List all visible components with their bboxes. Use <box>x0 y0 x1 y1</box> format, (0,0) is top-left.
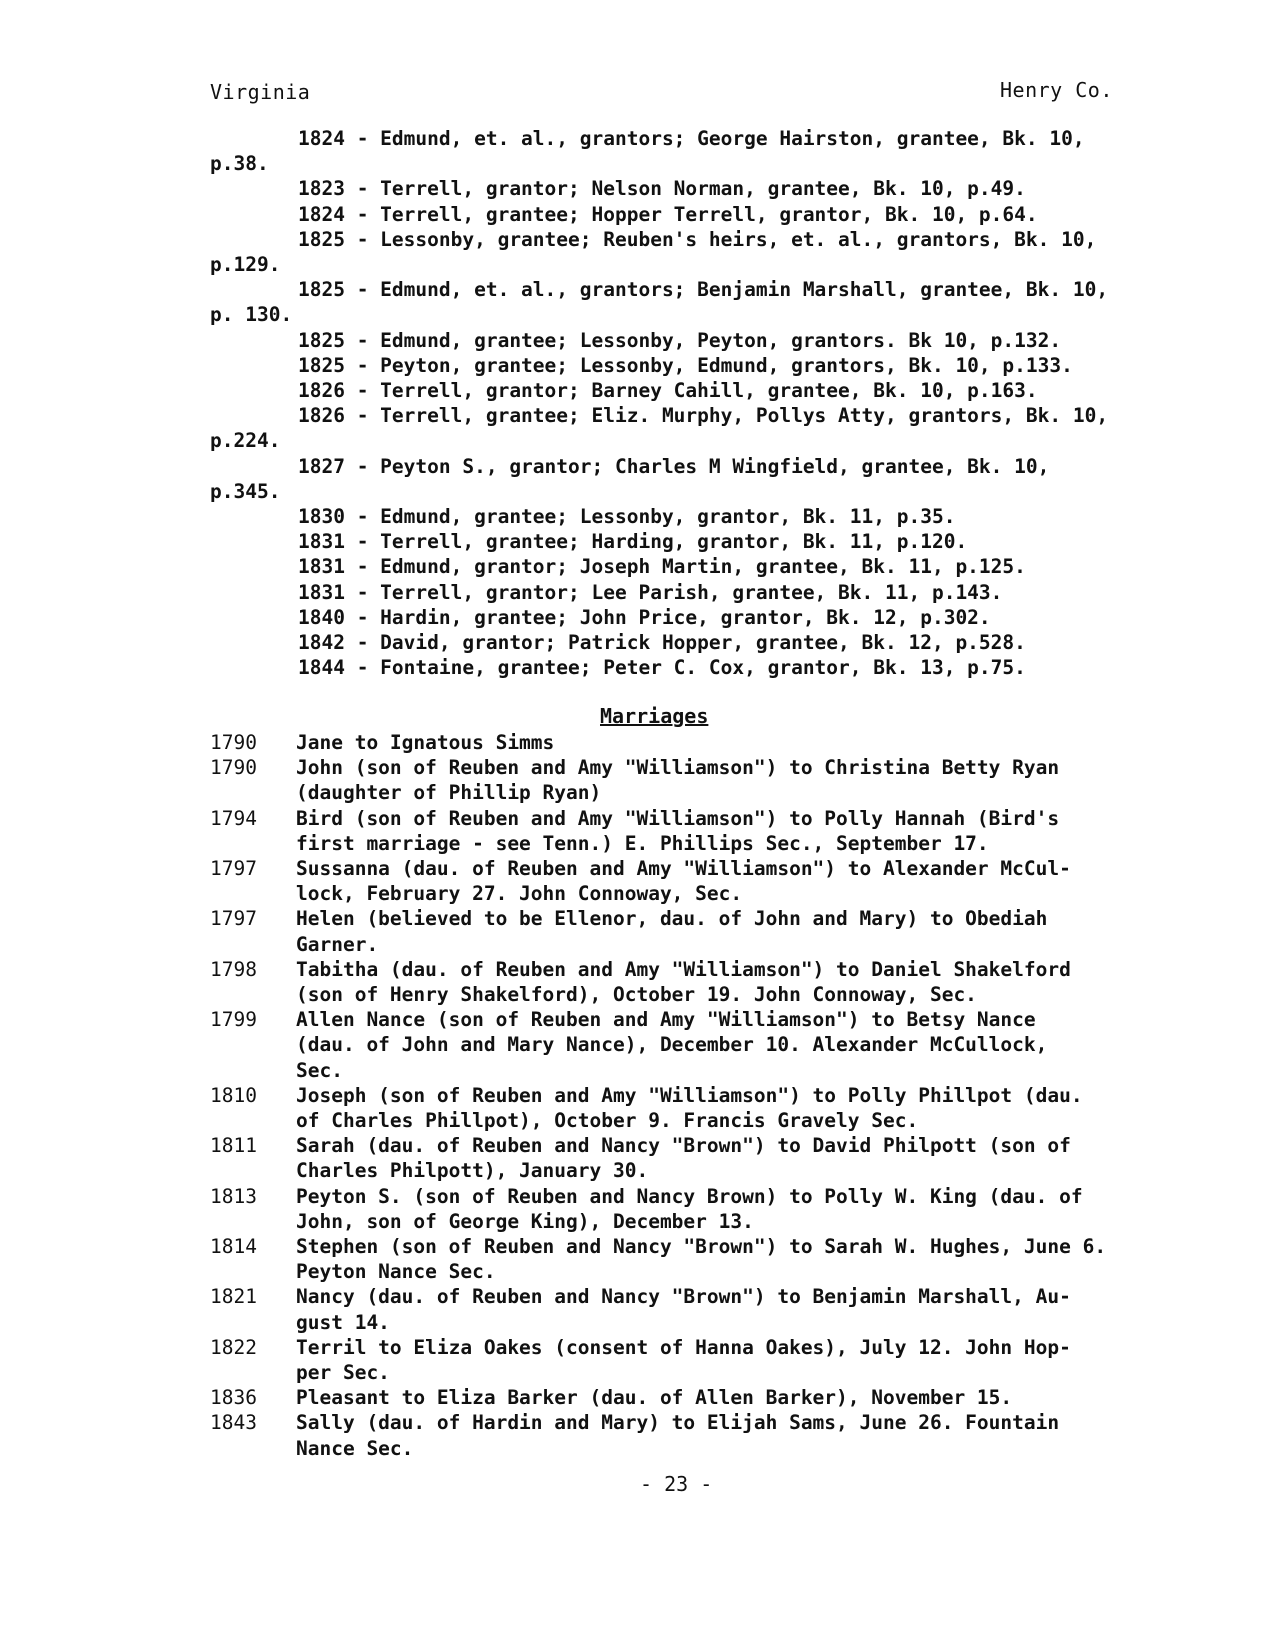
deed-entry <box>210 605 1170 630</box>
deed-continuation: p.345. <box>210 479 281 503</box>
marriage-year: 1794 <box>210 806 257 830</box>
deed-continuation: p.38. <box>210 152 269 176</box>
deed-entry <box>210 176 1170 201</box>
marriage-text: Sarah (dau. of Reuben and Nancy "Brown") to David Philpott (son of Charles Philpott), January 30. <box>296 1134 1071 1183</box>
marriage-entry <box>210 730 1170 755</box>
marriage-year: 1843 <box>210 1411 257 1435</box>
deed-entry <box>210 126 1170 176</box>
deed-entry <box>210 630 1170 655</box>
marriage-entry <box>210 957 1170 1007</box>
marriages-heading: Marriages <box>600 704 709 728</box>
marriage-entry <box>210 1083 1170 1133</box>
deed-entry <box>210 277 1170 327</box>
marriage-text: Stephen (son of Reuben and Nancy "Brown") to Sarah W. Hughes, June 6. Peyton Nance Sec. <box>296 1235 1107 1284</box>
deed-entry <box>210 403 1170 453</box>
marriage-year: 1790 <box>210 731 257 754</box>
marriage-year: 1797 <box>210 857 257 881</box>
deed-line: 1827 - Peyton S., grantor; Charles M Wingfield, grantee, Bk. 10, <box>298 454 1050 478</box>
marriage-entry <box>210 1410 1170 1460</box>
marriage-text: Bird (son of Reuben and Amy "Williamson") to Polly Hannah (Bird's first marriage - see Tenn.) E. Phillips Sec., September 17. <box>296 806 1060 855</box>
marriage-list <box>210 730 1170 1461</box>
marriage-entry <box>210 856 1170 906</box>
marriage-entry <box>210 806 1170 856</box>
deed-line: 1826 - Terrell, grantor; Barney Cahill, grantee, Bk. 10, p.163. <box>298 379 1038 403</box>
deed-entry <box>210 504 1170 529</box>
marriage-text: Peyton S. (son of Reuben and Nancy Brown) to Polly W. King (dau. of John, son of George King), December 13. <box>296 1184 1083 1233</box>
marriage-text: Sussanna (dau. of Reuben and Amy "Williamson") to Alexander McCul- lock, February 27. John Connoway, Sec. <box>296 857 1071 906</box>
marriage-entry <box>210 1284 1170 1334</box>
deed-line: 1825 - Edmund, et. al., grantors; Benjamin Marshall, grantee, Bk. 10, <box>298 278 1109 302</box>
deed-list <box>210 126 1170 680</box>
marriage-year: 1810 <box>210 1083 257 1107</box>
marriage-entry <box>210 1007 1170 1083</box>
deed-line: 1830 - Edmund, grantee; Lessonby, grantor, Bk. 11, p.35. <box>298 505 956 529</box>
deed-continuation: p.129. <box>210 253 281 277</box>
deed-entry <box>210 655 1170 680</box>
deed-entry <box>210 454 1170 504</box>
marriage-year: 1822 <box>210 1335 257 1359</box>
deed-continuation: p.224. <box>210 429 281 453</box>
deed-entry <box>210 328 1170 353</box>
marriage-year: 1799 <box>210 1008 257 1032</box>
marriage-text: Jane to Ignatous Simms <box>296 731 555 754</box>
marriage-entry <box>210 755 1170 805</box>
marriage-text: Joseph (son of Reuben and Amy "Williamson") to Polly Phillpot (dau. of Charles Phillpot), October 9. Francis Gravely Sec. <box>296 1083 1083 1133</box>
marriage-year: 1798 <box>210 957 257 981</box>
deed-line: 1831 - Terrell, grantee; Harding, grantor, Bk. 11, p.120. <box>298 530 968 554</box>
deed-entry <box>210 353 1170 378</box>
marriage-text: Terril to Eliza Oakes (consent of Hanna Oakes), July 12. John Hop- per Sec. <box>296 1335 1071 1385</box>
deed-entry <box>210 202 1170 227</box>
deed-line: 1823 - Terrell, grantor; Nelson Norman, grantee, Bk. 10, p.49. <box>298 177 1026 201</box>
marriage-year: 1813 <box>210 1184 257 1208</box>
marriage-entry <box>210 1234 1170 1284</box>
marriage-text: Allen Nance (son of Reuben and Amy "Williamson") to Betsy Nance (dau. of John and Mary Nance), December 10. Alexander McCullock, Sec. <box>296 1008 1048 1082</box>
deed-entry <box>210 227 1170 277</box>
marriage-text: Helen (believed to be Ellenor, dau. of John and Mary) to Obediah Garner. <box>296 907 1048 956</box>
marriage-text: Tabitha (dau. of Reuben and Amy "Williamson") to Daniel Shakelford (son of Henry Shakelford), October 19. John Connoway, Sec. <box>296 957 1071 1007</box>
marriage-year: 1811 <box>210 1134 257 1158</box>
deed-line: 1824 - Terrell, grantee; Hopper Terrell, grantor, Bk. 10, p.64. <box>298 202 1038 226</box>
deed-entry <box>210 554 1170 579</box>
marriage-year: 1797 <box>210 907 257 931</box>
deed-line: 1842 - David, grantor; Patrick Hopper, grantee, Bk. 12, p.528. <box>298 631 1026 655</box>
deed-line: 1831 - Terrell, grantor; Lee Parish, grantee, Bk. 11, p.143. <box>298 580 1003 604</box>
deed-line: 1826 - Terrell, grantee; Eliz. Murphy, Pollys Atty, grantors, Bk. 10, <box>298 404 1109 428</box>
state-header: Virginia <box>210 80 311 104</box>
deed-entry <box>210 529 1170 554</box>
marriage-year: 1821 <box>210 1285 257 1309</box>
county-header: Henry Co. <box>1000 78 1113 102</box>
deed-line: 1825 - Peyton, grantee; Lessonby, Edmund, grantors, Bk. 10, p.133. <box>298 353 1073 377</box>
deed-line: 1840 - Hardin, grantee; John Price, grantor, Bk. 12, p.302. <box>298 605 991 629</box>
deed-line: 1825 - Edmund, grantee; Lessonby, Peyton, grantors. Bk 10, p.132. <box>298 328 1062 352</box>
page-number: - 23 - <box>640 1472 713 1496</box>
deed-line: 1844 - Fontaine, grantee; Peter C. Cox, grantor, Bk. 13, p.75. <box>298 656 1026 680</box>
marriage-entry <box>210 1133 1170 1183</box>
marriage-entry <box>210 1184 1170 1234</box>
deed-line: 1824 - Edmund, et. al., grantors; George Hairston, grantee, Bk. 10, <box>298 127 1085 150</box>
marriage-year: 1836 <box>210 1386 257 1410</box>
marriage-text: Nancy (dau. of Reuben and Nancy "Brown") to Benjamin Marshall, Au- gust 14. <box>296 1285 1071 1334</box>
marriage-year: 1814 <box>210 1235 257 1259</box>
deed-continuation: p. 130. <box>210 303 293 327</box>
marriage-entry <box>210 906 1170 956</box>
deed-line: 1825 - Lessonby, grantee; Reuben's heirs, et. al., grantors, Bk. 10, <box>298 227 1097 251</box>
marriage-text: John (son of Reuben and Amy "Williamson") to Christina Betty Ryan (daughter of Phillip Ryan) <box>296 756 1060 805</box>
marriage-text: Sally (dau. of Hardin and Mary) to Elijah Sams, June 26. Fountain Nance Sec. <box>296 1411 1060 1460</box>
deed-entry <box>210 378 1170 403</box>
deed-entry <box>210 580 1170 605</box>
marriage-text: Pleasant to Eliza Barker (dau. of Allen Barker), November 15. <box>296 1386 1013 1410</box>
marriage-year: 1790 <box>210 756 257 780</box>
deed-line: 1831 - Edmund, grantor; Joseph Martin, grantee, Bk. 11, p.125. <box>298 555 1026 579</box>
marriage-entry <box>210 1335 1170 1385</box>
marriage-entry <box>210 1385 1170 1410</box>
